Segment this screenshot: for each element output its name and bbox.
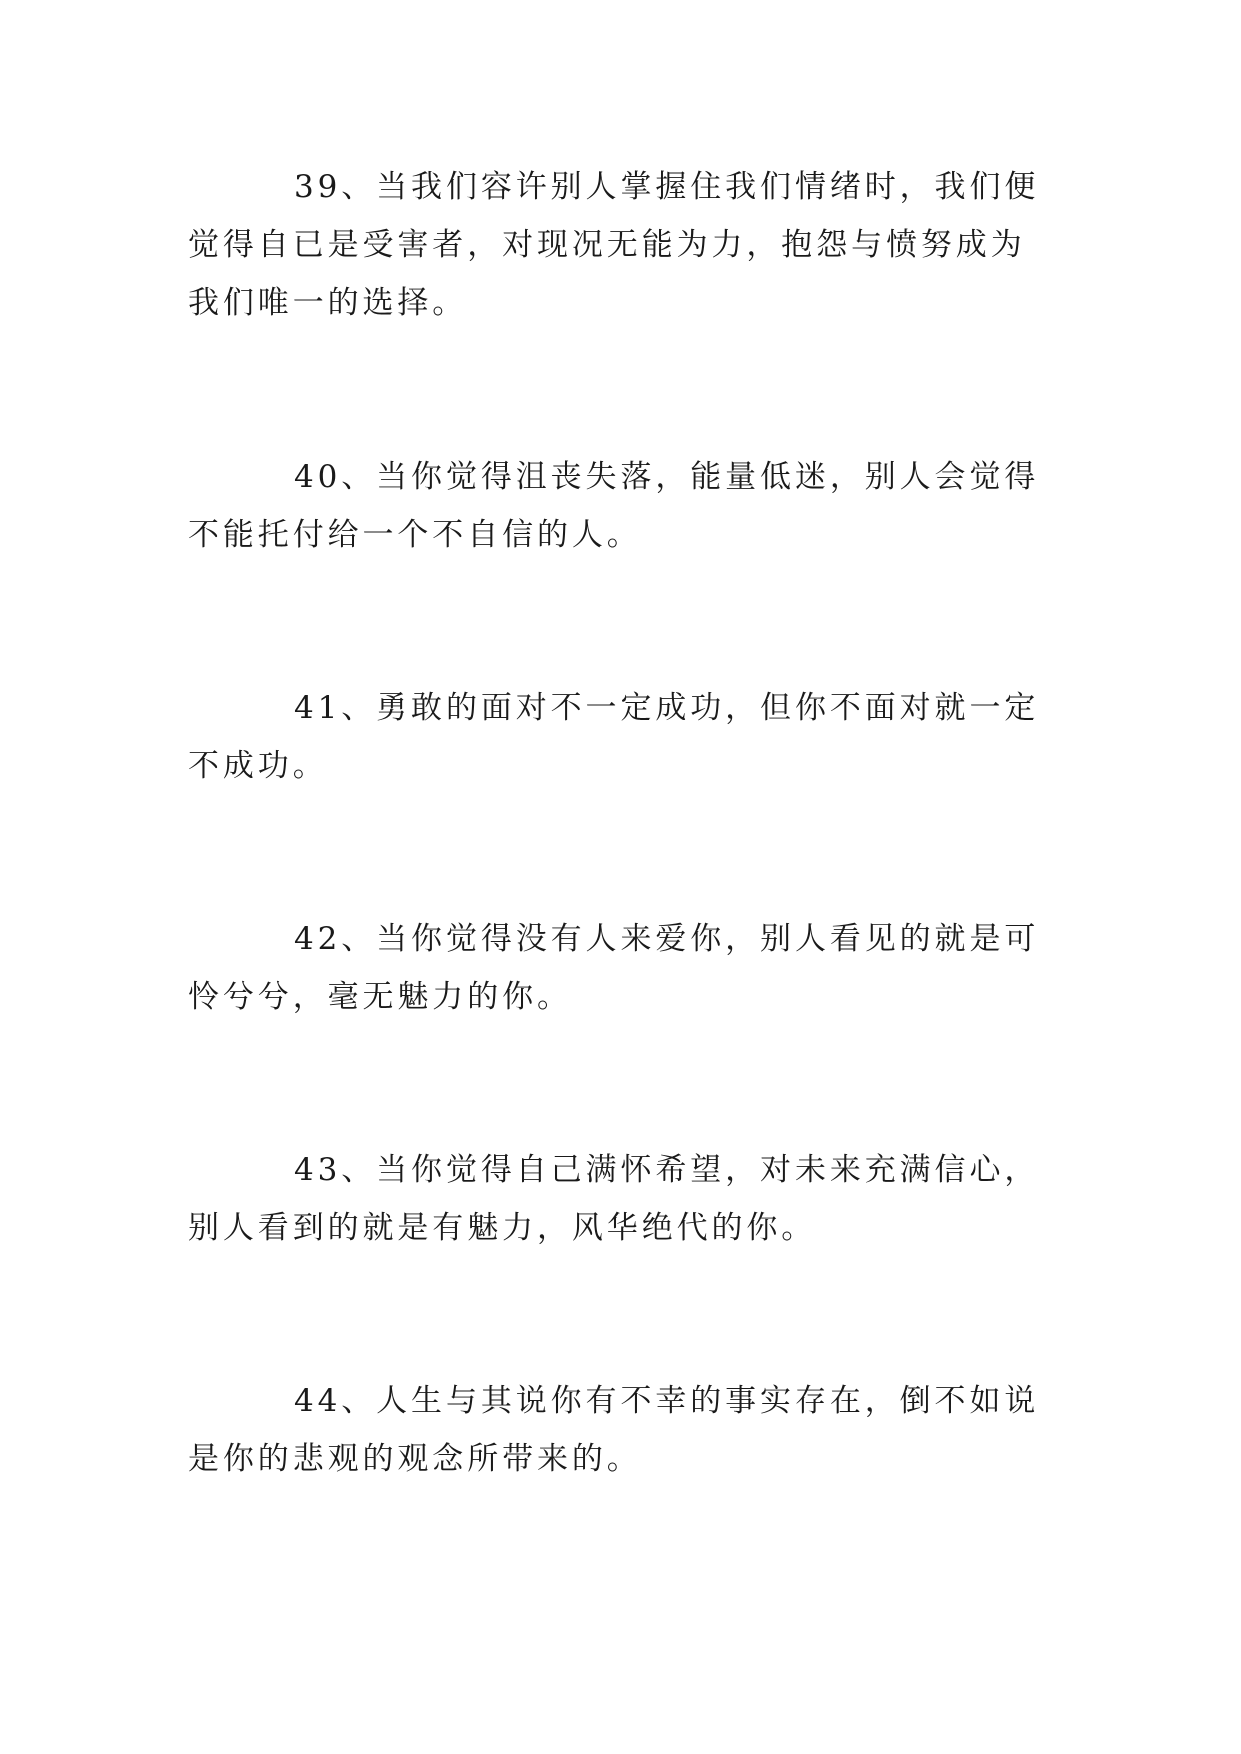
- paragraph-40: 40、当你觉得沮丧失落，能量低迷，别人会觉得不能托付给一个不自信的人。: [188, 459, 1040, 553]
- paragraph-41: 41、勇敢的面对不一定成功，但你不面对就一定不成功。: [188, 690, 1040, 784]
- paragraph-43: 43、当你觉得自己满怀希望，对未来充满信心，别人看到的就是有魅力，风华绝代的你。: [188, 1152, 1040, 1246]
- paragraph-39: 39、当我们容许别人掌握住我们情绪时，我们便觉得自已是受害者，对现况无能为力，抱怨与愤努成为我们唯一的选择。: [188, 169, 1040, 321]
- paragraph-44: 44、人生与其说你有不幸的事实存在，倒不如说是你的悲观的观念所带来的。: [188, 1383, 1040, 1477]
- paragraph-42: 42、当你觉得没有人来爱你，别人看见的就是可怜兮兮，毫无魅力的你。: [188, 921, 1040, 1015]
